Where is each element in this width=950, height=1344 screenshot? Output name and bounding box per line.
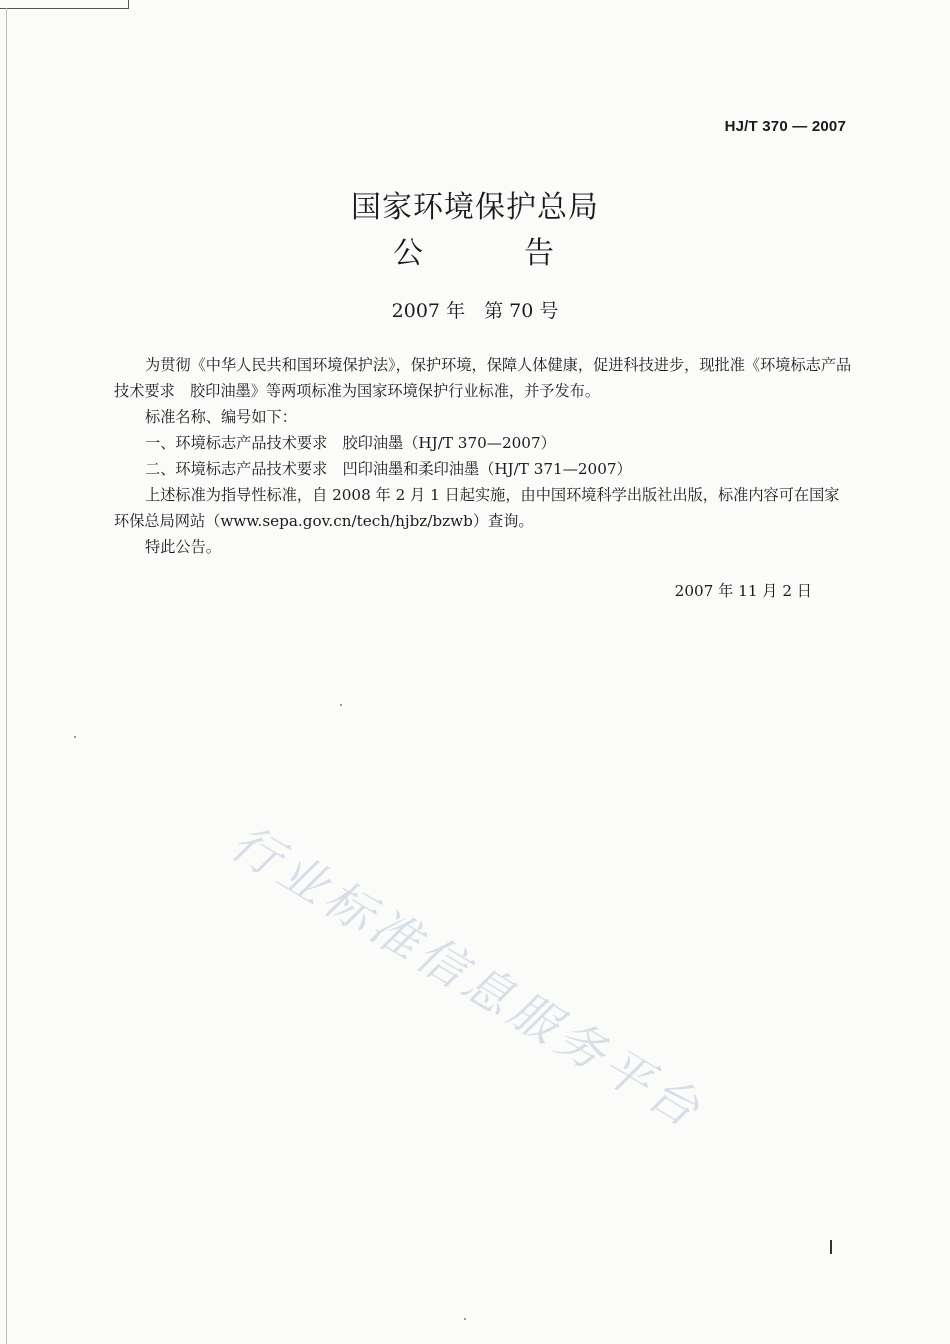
- page-border-top: [0, 0, 129, 9]
- scan-speck: [340, 704, 342, 706]
- organization-title: 国家环境保护总局: [351, 190, 599, 225]
- list-item: 一、环境标志产品技术要求 胶印油墨（HJ/T 370—2007）: [145, 434, 556, 452]
- scan-speck: [74, 736, 76, 738]
- paragraph-implementation: 上述标准为指导性标准，自 2008 年 2 月 1 日起实施，由中国环境科学出版社出版，标准内容可在国家环保总局网站（www.sepa.gov.cn/tech/hjbz/bzwb）查询。: [114, 486, 840, 530]
- watermark: 行业标准信息服务平台: [221, 814, 713, 1141]
- list-item: 二、环境标志产品技术要求 凹印油墨和柔印油墨（HJ/T 371—2007）: [145, 460, 632, 478]
- scan-speck: [464, 1318, 466, 1320]
- list-intro: 标准名称、编号如下：: [145, 408, 297, 426]
- issue-date: 2007 年 11 月 2 日: [674, 582, 812, 600]
- paragraph-decree: 为贯彻《中华人民共和国环境保护法》，保护环境，保障人体健康，促进科技进步，现批准《环境标志产品技术要求 胶印油墨》等两项标准为国家环境保护行业标准，并予发布。: [114, 356, 852, 400]
- notice-title-char-1: 公: [393, 236, 423, 271]
- notice-body: [114, 352, 852, 560]
- standard-code: HJ/T 370 — 2007: [724, 118, 846, 135]
- page-mark: [830, 1240, 832, 1254]
- notice-title-char-2: 告: [524, 236, 554, 271]
- issue-number: 2007 年 第 70 号: [391, 300, 559, 322]
- closing-line: 特此公告。: [145, 538, 221, 556]
